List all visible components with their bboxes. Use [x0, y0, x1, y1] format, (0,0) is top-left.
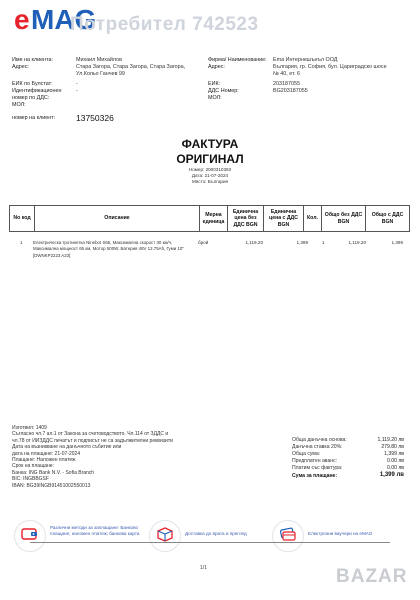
page-number: 1/1	[200, 565, 207, 571]
col-header-no: No код	[10, 206, 35, 232]
benefit-vouchers-label: Електронни ваучери на eMAG	[308, 531, 373, 536]
summary-base-label: Обща данъчна основа:	[292, 437, 347, 443]
benefits-divider	[30, 542, 390, 543]
footer-line: Изготвил: 1409	[12, 425, 47, 431]
row-unit: брой	[198, 240, 209, 245]
row-total-vat: 1,399	[391, 240, 403, 245]
col-header-description: Описание	[35, 206, 200, 232]
summary-base-value: 1,119.20 лв	[377, 437, 404, 443]
summary-invoice-value: 0.00 лв	[386, 465, 404, 471]
invoice-place: Място: България	[191, 179, 229, 184]
client-number-label: номер на клиент:	[12, 115, 56, 121]
row-unit-price: 1,119.20	[245, 240, 263, 245]
row-total: 1,119.20	[348, 240, 366, 245]
company-vat-value: BG203187055	[273, 88, 308, 94]
summary-advance-value: 0.00 лв	[386, 458, 404, 464]
client-mol-label: МОЛ:	[12, 102, 26, 108]
company-vat-label: ДДС Номер:	[208, 88, 239, 94]
col-header-total-vat: Общо с ДДС BGN	[366, 206, 410, 232]
col-header-unit-price: Единична цена без ДДС BGN	[228, 206, 264, 232]
row-description: Електрическа тротинетка Ninebot S65, Максимална скорост 30 км/ч, Максимална мощност 65 км, Мотор 500W, Батерия 48V 12.75Ah, Гуми 10" [DWNKP2223 A23]	[33, 240, 184, 258]
summary-total-label: Обща сума:	[292, 451, 321, 457]
company-address-value: България, гр. София, бул. Цариградско шосе	[273, 64, 387, 70]
company-mol-label: МОЛ:	[208, 95, 222, 101]
client-vat-label: Идентификационен номер по ДДС:	[12, 88, 62, 101]
footer-line: Плащане: Наложен платеж	[12, 457, 76, 464]
client-vat-value: -	[76, 88, 78, 94]
company-eik-value: 203187055	[273, 81, 300, 87]
row-unit-price-vat: 1,399	[296, 240, 308, 245]
summary-due-value: 1,399 лв	[379, 472, 404, 478]
benefit-delivery-label: Доставка до врата и преглед	[185, 531, 247, 536]
table-header-row	[10, 206, 410, 232]
client-bulstat-label: ЕИК по Булстат:	[12, 81, 53, 87]
footer-line: Дата на възникване на данъчното събитие или	[12, 444, 122, 451]
row-qty: 1	[322, 240, 325, 245]
watermark-text: Потребител 742523	[70, 14, 259, 35]
totals-summary	[292, 437, 404, 487]
summary-invoice-label: Платим със фактура:	[292, 465, 343, 471]
client-name-value: Михаил Михайлов	[76, 57, 123, 63]
package-icon	[156, 526, 174, 547]
items-table	[9, 205, 410, 232]
col-header-qty: Кол.	[304, 206, 322, 232]
row-no: 1	[20, 240, 23, 245]
vouchers-badge	[272, 520, 304, 552]
client-address-label: Адрес:	[12, 64, 29, 70]
footer-line: BIC: INGBBGSF	[12, 476, 49, 483]
client-address-value: Стара Загора, Стара Загора, Стара Загора,	[76, 64, 186, 70]
client-address-line2: Ул.Кольо Ганчев 99	[76, 71, 125, 77]
footer-line: дата на плащане: 21-07-2024	[12, 450, 81, 457]
invoice-number: Номер: 2000310393	[188, 167, 232, 172]
footer-line: IBAN: BG39INGB91451002550013	[12, 482, 91, 489]
invoice-subtitle: ОРИГИНАЛ	[176, 152, 244, 166]
client-number-value: 13750326	[76, 113, 114, 123]
benefit-payment-label: Различни методи за заплащане: Банково плащане; наложен платеж; банкова карта	[50, 525, 140, 536]
bazar-watermark: BAZAR	[336, 566, 408, 587]
company-name-label: Фирма/ Наименование:	[208, 57, 267, 63]
footer-info	[12, 425, 272, 489]
invoice-date: Дата: 21-07-2024	[191, 173, 229, 178]
footer-line: Срок на плащане:	[12, 463, 54, 470]
wallet-icon	[21, 526, 39, 547]
svg-text:e: e	[14, 4, 30, 34]
summary-advance-label: Предплатен аванс:	[292, 458, 338, 464]
col-header-unit: Мерна единица	[200, 206, 228, 232]
card-icon	[279, 526, 297, 547]
company-eik-label: ЕИК:	[208, 81, 221, 87]
col-header-unit-price-vat: Единична цена с ДДС BGN	[264, 206, 304, 232]
svg-text:MAG: MAG	[31, 4, 97, 34]
payment-methods-badge	[14, 520, 46, 552]
client-bulstat-value: -	[76, 81, 78, 87]
summary-rate-label: Данъчна ставка 20%:	[292, 444, 343, 450]
footer-line: Банка: ING Bank N.V. - Sofia Branch	[12, 469, 95, 476]
summary-rate-value: 279.80 лв	[381, 444, 404, 450]
company-address-line2: № 40, ет. 6	[273, 71, 300, 77]
company-address-label: Адрес:	[208, 64, 225, 70]
summary-due-label: Сума за плащане:	[292, 473, 338, 479]
summary-total-value: 1,399 лв	[384, 451, 404, 457]
company-name-value: Ema Интернешънъл ООД	[273, 57, 338, 63]
col-header-total: Общо без ДДС BGN	[322, 206, 366, 232]
delivery-badge	[149, 520, 181, 552]
invoice-title: ФАКТУРА	[181, 137, 239, 151]
footer-line: Съгласно чл.7 ал.1 от Закона за счетоводството. Чл.114 от ЗДДС и	[12, 431, 169, 438]
footer-line: чл.78 от ИИЗДДС печатът и подписът не са задължителни реквизити	[12, 437, 173, 444]
client-name-label: Име на клиента:	[12, 57, 54, 63]
